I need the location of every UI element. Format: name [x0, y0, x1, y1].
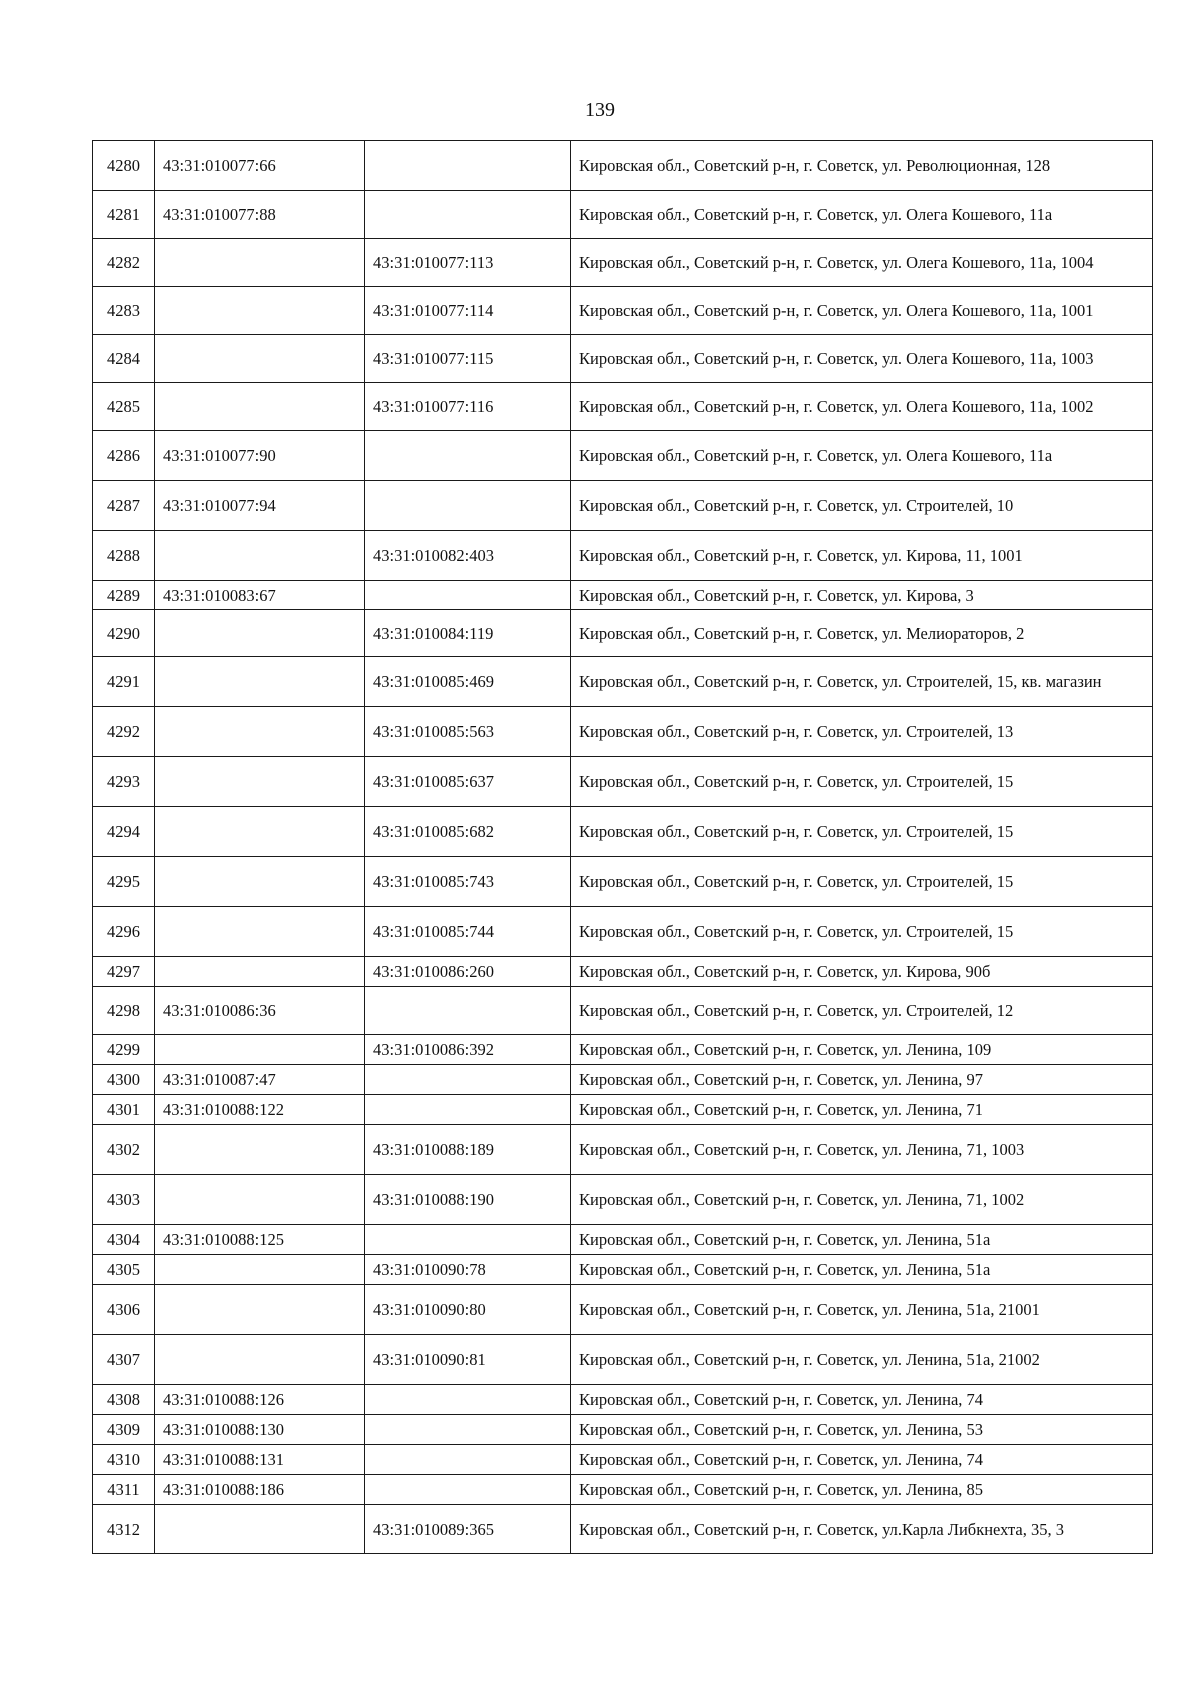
register-table-body [93, 141, 1153, 1554]
land-cadastral-number: 43:31:010087:47 [155, 1065, 365, 1095]
land-cadastral-number [155, 531, 365, 581]
row-number: 4292 [93, 707, 155, 757]
land-cadastral-number: 43:31:010086:36 [155, 987, 365, 1035]
table-row [93, 1035, 1153, 1065]
land-cadastral-number [155, 1125, 365, 1175]
row-number: 4302 [93, 1125, 155, 1175]
row-number: 4307 [93, 1335, 155, 1385]
address-cell: Кировская обл., Советский р-н, г. Советск, ул. Олега Кошевого, 11а [571, 431, 1153, 481]
building-cadastral-number [365, 431, 571, 481]
building-cadastral-number: 43:31:010085:743 [365, 857, 571, 907]
building-cadastral-number [365, 1385, 571, 1415]
address-cell: Кировская обл., Советский р-н, г. Советск, ул. Олега Кошевого, 11а, 1004 [571, 239, 1153, 287]
land-cadastral-number: 43:31:010088:126 [155, 1385, 365, 1415]
building-cadastral-number: 43:31:010086:392 [365, 1035, 571, 1065]
building-cadastral-number [365, 481, 571, 531]
building-cadastral-number: 43:31:010085:682 [365, 807, 571, 857]
table-row [93, 1095, 1153, 1125]
row-number: 4283 [93, 287, 155, 335]
address-cell: Кировская обл., Советский р-н, г. Советск, ул. Строителей, 10 [571, 481, 1153, 531]
table-row [93, 857, 1153, 907]
row-number: 4281 [93, 191, 155, 239]
building-cadastral-number: 43:31:010085:637 [365, 757, 571, 807]
building-cadastral-number: 43:31:010082:403 [365, 531, 571, 581]
land-cadastral-number: 43:31:010083:67 [155, 581, 365, 610]
building-cadastral-number: 43:31:010085:469 [365, 657, 571, 707]
row-number: 4288 [93, 531, 155, 581]
row-number: 4286 [93, 431, 155, 481]
table-row [93, 1385, 1153, 1415]
building-cadastral-number [365, 191, 571, 239]
address-cell: Кировская обл., Советский р-н, г. Советск, ул. Олега Кошевого, 11а, 1002 [571, 383, 1153, 431]
row-number: 4291 [93, 657, 155, 707]
land-cadastral-number: 43:31:010088:186 [155, 1475, 365, 1505]
land-cadastral-number [155, 957, 365, 987]
land-cadastral-number [155, 1285, 365, 1335]
row-number: 4296 [93, 907, 155, 957]
land-cadastral-number [155, 239, 365, 287]
table-row [93, 1285, 1153, 1335]
land-cadastral-number [155, 857, 365, 907]
building-cadastral-number: 43:31:010090:81 [365, 1335, 571, 1385]
row-number: 4284 [93, 335, 155, 383]
table-row [93, 907, 1153, 957]
address-cell: Кировская обл., Советский р-н, г. Советск, ул.Карла Либкнехта, 35, 3 [571, 1505, 1153, 1554]
building-cadastral-number: 43:31:010090:78 [365, 1255, 571, 1285]
table-row [93, 1225, 1153, 1255]
address-cell: Кировская обл., Советский р-н, г. Советск, ул. Ленина, 51а [571, 1255, 1153, 1285]
address-cell: Кировская обл., Советский р-н, г. Советск, ул. Революционная, 128 [571, 141, 1153, 191]
building-cadastral-number: 43:31:010088:189 [365, 1125, 571, 1175]
address-cell: Кировская обл., Советский р-н, г. Советск, ул. Ленина, 109 [571, 1035, 1153, 1065]
land-cadastral-number: 43:31:010088:130 [155, 1415, 365, 1445]
land-cadastral-number [155, 335, 365, 383]
row-number: 4280 [93, 141, 155, 191]
table-row [93, 707, 1153, 757]
address-cell: Кировская обл., Советский р-н, г. Советск, ул. Строителей, 15, кв. магазин [571, 657, 1153, 707]
building-cadastral-number: 43:31:010085:744 [365, 907, 571, 957]
address-cell: Кировская обл., Советский р-н, г. Советск, ул. Олега Кошевого, 11а, 1003 [571, 335, 1153, 383]
table-row [93, 431, 1153, 481]
table-row [93, 1175, 1153, 1225]
land-cadastral-number [155, 610, 365, 657]
address-cell: Кировская обл., Советский р-н, г. Советск, ул. Ленина, 74 [571, 1385, 1153, 1415]
row-number: 4309 [93, 1415, 155, 1445]
land-cadastral-number [155, 287, 365, 335]
address-cell: Кировская обл., Советский р-н, г. Советск, ул. Ленина, 51а, 21002 [571, 1335, 1153, 1385]
table-row [93, 1445, 1153, 1475]
table-row [93, 757, 1153, 807]
table-row [93, 481, 1153, 531]
table-row [93, 1335, 1153, 1385]
land-cadastral-number: 43:31:010088:131 [155, 1445, 365, 1475]
address-cell: Кировская обл., Советский р-н, г. Советск, ул. Ленина, 51а [571, 1225, 1153, 1255]
row-number: 4306 [93, 1285, 155, 1335]
row-number: 4308 [93, 1385, 155, 1415]
table-row [93, 141, 1153, 191]
building-cadastral-number [365, 987, 571, 1035]
land-cadastral-number [155, 1175, 365, 1225]
land-cadastral-number [155, 1505, 365, 1554]
address-cell: Кировская обл., Советский р-н, г. Советск, ул. Кирова, 11, 1001 [571, 531, 1153, 581]
address-cell: Кировская обл., Советский р-н, г. Советск, ул. Ленина, 71, 1003 [571, 1125, 1153, 1175]
table-row [93, 191, 1153, 239]
table-row [93, 987, 1153, 1035]
building-cadastral-number: 43:31:010077:113 [365, 239, 571, 287]
building-cadastral-number [365, 1065, 571, 1095]
address-cell: Кировская обл., Советский р-н, г. Советск, ул. Мелиораторов, 2 [571, 610, 1153, 657]
land-cadastral-number [155, 757, 365, 807]
address-cell: Кировская обл., Советский р-н, г. Советск, ул. Ленина, 51а, 21001 [571, 1285, 1153, 1335]
row-number: 4305 [93, 1255, 155, 1285]
address-cell: Кировская обл., Советский р-н, г. Советск, ул. Ленина, 53 [571, 1415, 1153, 1445]
address-cell: Кировская обл., Советский р-н, г. Советск, ул. Ленина, 74 [571, 1445, 1153, 1475]
address-cell: Кировская обл., Советский р-н, г. Советск, ул. Строителей, 15 [571, 907, 1153, 957]
land-cadastral-number: 43:31:010088:125 [155, 1225, 365, 1255]
register-table [92, 140, 1153, 1554]
land-cadastral-number [155, 707, 365, 757]
table-row [93, 1415, 1153, 1445]
row-number: 4298 [93, 987, 155, 1035]
table-row [93, 239, 1153, 287]
land-cadastral-number: 43:31:010077:94 [155, 481, 365, 531]
row-number: 4301 [93, 1095, 155, 1125]
page-number: 139 [585, 99, 615, 121]
building-cadastral-number [365, 581, 571, 610]
row-number: 4282 [93, 239, 155, 287]
building-cadastral-number: 43:31:010084:119 [365, 610, 571, 657]
table-row [93, 657, 1153, 707]
table-row [93, 1505, 1153, 1554]
table-row [93, 335, 1153, 383]
building-cadastral-number [365, 1225, 571, 1255]
address-cell: Кировская обл., Советский р-н, г. Советск, ул. Строителей, 15 [571, 807, 1153, 857]
land-cadastral-number [155, 383, 365, 431]
row-number: 4294 [93, 807, 155, 857]
table-row [93, 1065, 1153, 1095]
building-cadastral-number [365, 141, 571, 191]
building-cadastral-number: 43:31:010085:563 [365, 707, 571, 757]
address-cell: Кировская обл., Советский р-н, г. Советск, ул. Строителей, 13 [571, 707, 1153, 757]
address-cell: Кировская обл., Советский р-н, г. Советск, ул. Олега Кошевого, 11а [571, 191, 1153, 239]
building-cadastral-number [365, 1095, 571, 1125]
building-cadastral-number: 43:31:010077:116 [365, 383, 571, 431]
land-cadastral-number: 43:31:010077:88 [155, 191, 365, 239]
row-number: 4311 [93, 1475, 155, 1505]
row-number: 4299 [93, 1035, 155, 1065]
building-cadastral-number: 43:31:010089:365 [365, 1505, 571, 1554]
row-number: 4289 [93, 581, 155, 610]
row-number: 4312 [93, 1505, 155, 1554]
building-cadastral-number [365, 1445, 571, 1475]
address-cell: Кировская обл., Советский р-н, г. Советск, ул. Строителей, 12 [571, 987, 1153, 1035]
table-row [93, 287, 1153, 335]
register-table-wrap [92, 140, 1152, 1554]
land-cadastral-number: 43:31:010077:90 [155, 431, 365, 481]
row-number: 4295 [93, 857, 155, 907]
row-number: 4293 [93, 757, 155, 807]
address-cell: Кировская обл., Советский р-н, г. Советск, ул. Олега Кошевого, 11а, 1001 [571, 287, 1153, 335]
land-cadastral-number [155, 807, 365, 857]
row-number: 4300 [93, 1065, 155, 1095]
address-cell: Кировская обл., Советский р-н, г. Советск, ул. Строителей, 15 [571, 857, 1153, 907]
land-cadastral-number: 43:31:010088:122 [155, 1095, 365, 1125]
building-cadastral-number [365, 1415, 571, 1445]
land-cadastral-number [155, 907, 365, 957]
row-number: 4303 [93, 1175, 155, 1225]
address-cell: Кировская обл., Советский р-н, г. Советск, ул. Кирова, 90б [571, 957, 1153, 987]
table-row [93, 1475, 1153, 1505]
land-cadastral-number [155, 1035, 365, 1065]
address-cell: Кировская обл., Советский р-н, г. Советск, ул. Ленина, 97 [571, 1065, 1153, 1095]
land-cadastral-number [155, 657, 365, 707]
row-number: 4287 [93, 481, 155, 531]
building-cadastral-number: 43:31:010077:115 [365, 335, 571, 383]
land-cadastral-number [155, 1335, 365, 1385]
address-cell: Кировская обл., Советский р-н, г. Советск, ул. Строителей, 15 [571, 757, 1153, 807]
land-cadastral-number [155, 1255, 365, 1285]
row-number: 4285 [93, 383, 155, 431]
building-cadastral-number: 43:31:010088:190 [365, 1175, 571, 1225]
table-row [93, 807, 1153, 857]
building-cadastral-number: 43:31:010090:80 [365, 1285, 571, 1335]
address-cell: Кировская обл., Советский р-н, г. Советск, ул. Ленина, 71, 1002 [571, 1175, 1153, 1225]
address-cell: Кировская обл., Советский р-н, г. Советск, ул. Ленина, 71 [571, 1095, 1153, 1125]
table-row [93, 581, 1153, 610]
row-number: 4310 [93, 1445, 155, 1475]
building-cadastral-number: 43:31:010086:260 [365, 957, 571, 987]
table-row [93, 957, 1153, 987]
building-cadastral-number [365, 1475, 571, 1505]
land-cadastral-number: 43:31:010077:66 [155, 141, 365, 191]
table-row [93, 383, 1153, 431]
table-row [93, 1125, 1153, 1175]
building-cadastral-number: 43:31:010077:114 [365, 287, 571, 335]
address-cell: Кировская обл., Советский р-н, г. Советск, ул. Кирова, 3 [571, 581, 1153, 610]
table-row [93, 531, 1153, 581]
row-number: 4297 [93, 957, 155, 987]
address-cell: Кировская обл., Советский р-н, г. Советск, ул. Ленина, 85 [571, 1475, 1153, 1505]
table-row [93, 610, 1153, 657]
row-number: 4290 [93, 610, 155, 657]
table-row [93, 1255, 1153, 1285]
row-number: 4304 [93, 1225, 155, 1255]
